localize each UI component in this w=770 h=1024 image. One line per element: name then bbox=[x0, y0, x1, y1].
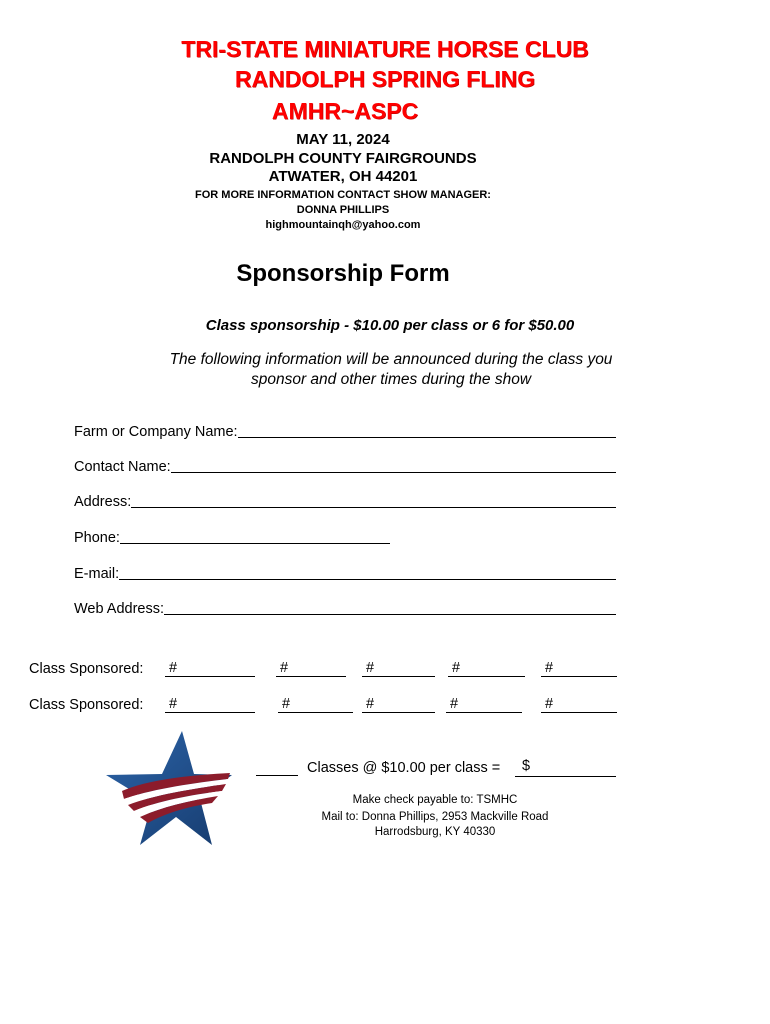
farm-name-field[interactable] bbox=[74, 420, 616, 442]
star-flag-icon bbox=[104, 729, 234, 847]
address-field[interactable] bbox=[74, 490, 616, 512]
class-sponsored-label: Class Sponsored: bbox=[29, 661, 144, 677]
phone-field[interactable] bbox=[74, 526, 390, 548]
address-label: Address: bbox=[74, 494, 132, 510]
form-heading: Sponsorship Form bbox=[236, 260, 450, 287]
club-name: TRI-STATE MINIATURE HORSE CLUB bbox=[181, 36, 589, 62]
class-sponsored-label: Class Sponsored: bbox=[29, 697, 144, 713]
intro-line-2: sponsor and other times during the show bbox=[250, 371, 532, 388]
event-affiliation: AMHR~ASPC bbox=[271, 98, 419, 124]
intro-line-1: The following information will be announced during the class you bbox=[169, 351, 613, 368]
event-venue: RANDOLPH COUNTY FAIRGROUNDS bbox=[209, 150, 477, 167]
class-slot[interactable]: # bbox=[165, 693, 255, 713]
check-payable-line: Make check payable to: TSMHC bbox=[352, 794, 518, 806]
class-slot[interactable]: # bbox=[276, 657, 346, 677]
total-amount-field[interactable]: $ bbox=[515, 758, 616, 777]
class-slot[interactable]: # bbox=[362, 693, 435, 713]
email-label: E-mail: bbox=[74, 566, 120, 582]
web-address-field[interactable] bbox=[74, 597, 616, 619]
contact-name: DONNA PHILLIPS bbox=[296, 204, 390, 216]
total-text: Classes @ $10.00 per class = bbox=[307, 760, 501, 776]
email-line[interactable] bbox=[119, 578, 616, 580]
phone-line[interactable] bbox=[120, 542, 390, 544]
class-sponsored-row-2 bbox=[29, 694, 617, 716]
web-address-line[interactable] bbox=[164, 613, 616, 615]
contact-email: highmountainqh@yahoo.com bbox=[265, 219, 421, 231]
mail-to-line: Mail to: Donna Phillips, 2953 Mackville Road bbox=[321, 811, 549, 823]
total-line bbox=[256, 757, 618, 779]
city-line: Harrodsburg, KY 40330 bbox=[374, 826, 496, 838]
class-slot[interactable]: # bbox=[278, 693, 353, 713]
class-count-blank[interactable] bbox=[256, 774, 298, 776]
address-line[interactable] bbox=[131, 506, 616, 508]
class-slot[interactable]: # bbox=[541, 657, 617, 677]
email-field[interactable] bbox=[74, 562, 616, 584]
class-slot[interactable]: # bbox=[448, 657, 525, 677]
farm-name-line[interactable] bbox=[238, 436, 616, 438]
class-slot[interactable]: # bbox=[541, 693, 617, 713]
phone-label: Phone: bbox=[74, 530, 120, 546]
farm-name-label: Farm or Company Name: bbox=[74, 424, 238, 440]
event-name: RANDOLPH SPRING FLING bbox=[234, 66, 536, 92]
class-slot[interactable]: # bbox=[446, 693, 522, 713]
event-date: MAY 11, 2024 bbox=[296, 131, 390, 148]
contact-name-line[interactable] bbox=[171, 471, 616, 473]
web-address-label: Web Address: bbox=[74, 601, 165, 617]
class-slot[interactable]: # bbox=[362, 657, 435, 677]
class-sponsored-row-1 bbox=[29, 658, 617, 680]
contact-name-label: Contact Name: bbox=[74, 459, 171, 475]
contact-name-field[interactable] bbox=[74, 455, 616, 477]
event-location: ATWATER, OH 44201 bbox=[268, 168, 418, 185]
pricing-note: Class sponsorship - $10.00 per class or 6 for $50.00 bbox=[205, 317, 575, 334]
contact-intro: FOR MORE INFORMATION CONTACT SHOW MANAGER: bbox=[195, 189, 491, 201]
class-slot[interactable]: # bbox=[165, 657, 255, 677]
